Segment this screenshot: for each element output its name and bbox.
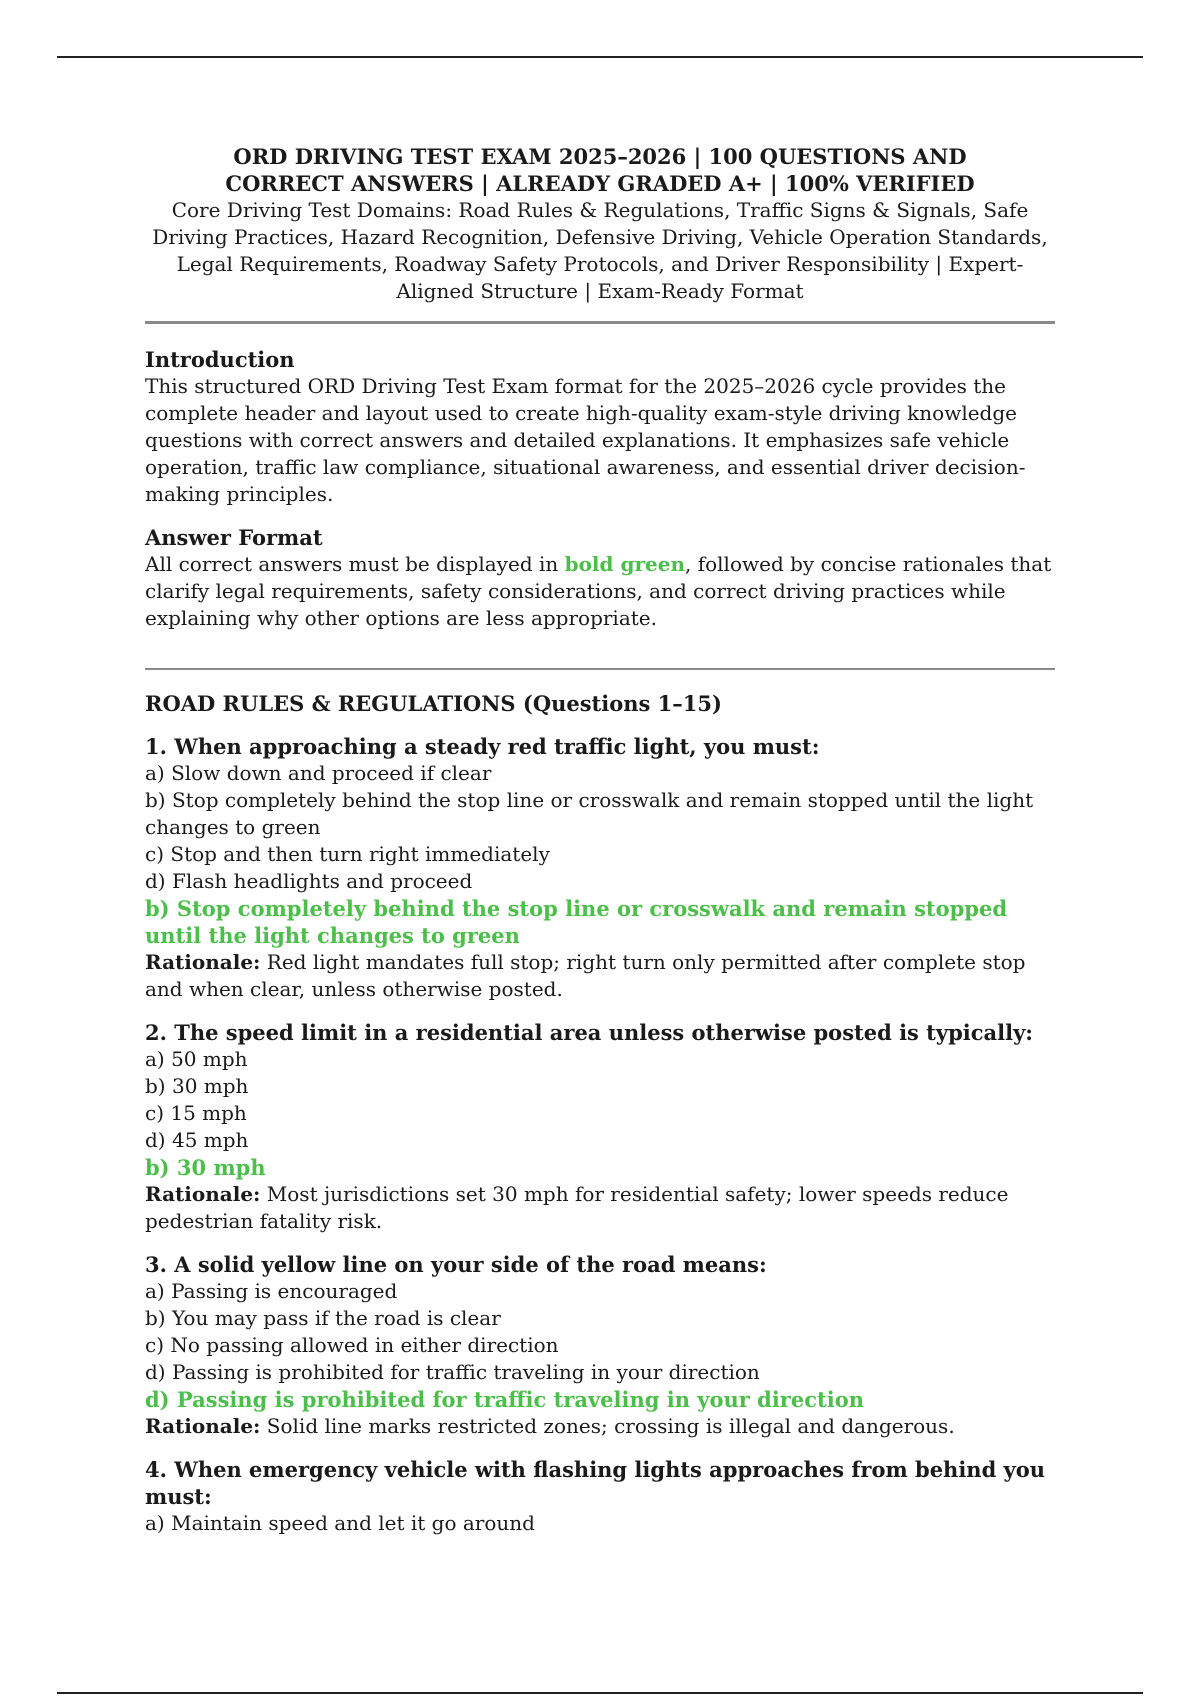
rationale-text: Most jurisdictions set 30 mph for residential safety; lower speeds reduce pedestrian fatality risk. (145, 1182, 1009, 1233)
introduction-heading: Introduction (145, 347, 295, 372)
answer-option: d) Passing is prohibited for traffic traveling in your direction (145, 1360, 760, 1384)
answer-option: b) You may pass if the road is clear (145, 1306, 501, 1330)
answer-option: a) Slow down and proceed if clear (145, 761, 492, 785)
rationale-text: Solid line marks restricted zones; crossing is illegal and dangerous. (266, 1414, 955, 1438)
question-block (145, 733, 1055, 1003)
answer-option: d) 45 mph (145, 1128, 249, 1152)
question-text: 2. The speed limit in a residential area unless otherwise posted is typically: (145, 1020, 1034, 1045)
document-subtitle: Core Driving Test Domains: Road Rules & Regulations, Traffic Signs & Signals, Safe Driving Practices, Hazard Recognition, Defensive Driving, Vehicle Operation Standards, Legal Requirements, Roadway Safety Protocols, and Driver Responsibility | Expert-Aligned Structure | Exam-Ready Format (152, 198, 1048, 303)
question-block (145, 1456, 1055, 1537)
answer-option: c) No passing allowed in either direction (145, 1333, 559, 1357)
header-divider (145, 321, 1055, 324)
introduction-text: This structured ORD Driving Test Exam format for the 2025–2026 cycle provides the complete header and layout used to create high-quality exam-style driving knowledge questions with correct answers and detailed explanations. It emphasizes safe vehicle operation, traffic law compliance, situational awareness, and essential driver decision-making principles. (145, 374, 1026, 506)
question-text: 4. When emergency vehicle with flashing lights approaches from behind you must: (145, 1457, 1046, 1509)
document-title: ORD DRIVING TEST EXAM 2025–2026 | 100 QUESTIONS AND CORRECT ANSWERS | ALREADY GRADED A+ | 100% VERIFIED (225, 144, 975, 196)
rationale (145, 1181, 1055, 1235)
introduction-section (145, 346, 1055, 508)
answer-option: c) Stop and then turn right immediately (145, 842, 550, 866)
answer-option: a) 50 mph (145, 1047, 248, 1071)
question-text: 1. When approaching a steady red traffic light, you must: (145, 734, 820, 759)
answer-option: b) 30 mph (145, 1074, 249, 1098)
question-list (145, 733, 1055, 1537)
rationale (145, 949, 1055, 1003)
section-title: ROAD RULES & REGULATIONS (Questions 1–15) (145, 691, 722, 716)
rationale-label: Rationale: (145, 950, 261, 974)
answer-option: a) Maintain speed and let it go around (145, 1511, 535, 1535)
question-block (145, 1251, 1055, 1440)
bottom-rule (57, 1692, 1143, 1694)
answer-option: b) Stop completely behind the stop line or crosswalk and remain stopped until the light changes to green (145, 788, 1034, 839)
answer-option: c) 15 mph (145, 1101, 247, 1125)
answer-option: a) Passing is encouraged (145, 1279, 398, 1303)
question-text: 3. A solid yellow line on your side of the road means: (145, 1252, 767, 1277)
question-block (145, 1019, 1055, 1235)
top-rule (57, 56, 1143, 58)
answer-format-heading: Answer Format (145, 525, 323, 550)
answer-format-section (145, 524, 1055, 632)
answer-option: d) Flash headlights and proceed (145, 869, 473, 893)
bold-green-highlight: bold green (564, 552, 685, 576)
correct-answer: d) Passing is prohibited for traffic traveling in your direction (145, 1387, 864, 1412)
rationale-label: Rationale: (145, 1414, 261, 1438)
document-body (145, 143, 1055, 1537)
rationale (145, 1413, 1055, 1440)
rationale-label: Rationale: (145, 1182, 261, 1206)
correct-answer: b) Stop completely behind the stop line or crosswalk and remain stopped until the light changes to green (145, 896, 1008, 948)
rationale-text: Red light mandates full stop; right turn only permitted after complete stop and when clear, unless otherwise posted. (145, 950, 1026, 1001)
correct-answer: b) 30 mph (145, 1155, 266, 1180)
answer-format-text: All correct answers must be displayed in bold green, followed by concise rationales that clarify legal requirements, safety considerations, and correct driving practices while explaining why other options are less appropriate. (145, 552, 1052, 630)
section-divider (145, 668, 1055, 670)
